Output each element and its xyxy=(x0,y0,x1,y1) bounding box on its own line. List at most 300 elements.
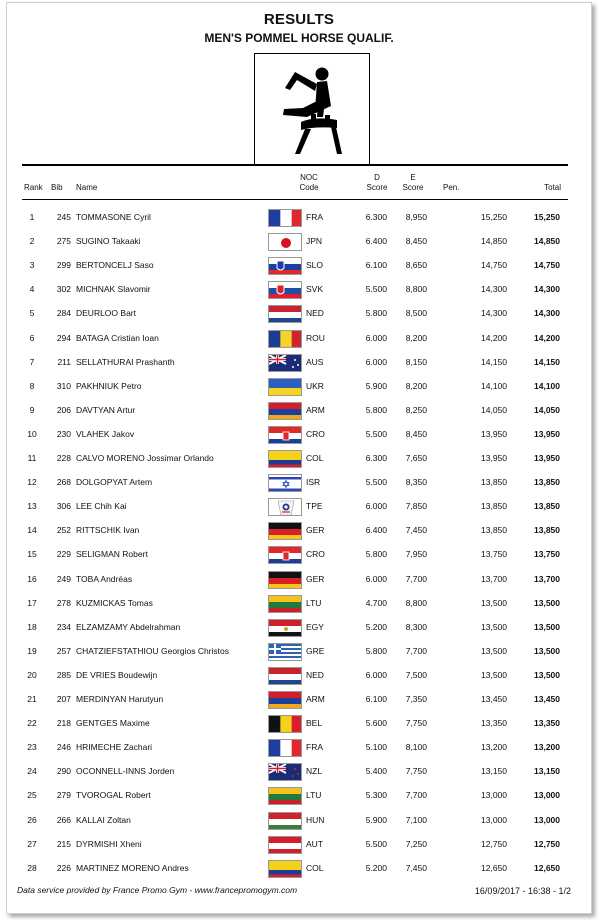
noc-code: LTU xyxy=(306,597,322,608)
total-score: 14,300 xyxy=(534,284,560,295)
total-score: 13,850 xyxy=(534,501,560,512)
rank-cell: 24 xyxy=(27,766,37,777)
athlete-name: VLAHEK Jakov xyxy=(76,428,135,439)
bib-cell: 218 xyxy=(56,718,71,729)
flag-icon xyxy=(268,498,302,516)
total-score: 14,050 xyxy=(534,404,560,415)
noc-code: ROU xyxy=(306,332,325,343)
e-score: 8,350 xyxy=(405,477,427,488)
total-score: 14,750 xyxy=(534,260,560,271)
e-score: 8,800 xyxy=(405,284,427,295)
subtotal: 13,000 xyxy=(481,814,507,825)
bib-cell: 234 xyxy=(56,621,71,632)
total-score: 14,100 xyxy=(534,380,560,391)
rank-cell: 18 xyxy=(27,621,37,632)
rank-cell: 7 xyxy=(29,356,35,367)
table-row xyxy=(7,446,591,470)
table-row xyxy=(7,591,591,615)
flag-icon xyxy=(268,209,302,227)
table-row xyxy=(7,494,591,518)
athlete-name: DE VRIES Boudewijn xyxy=(76,669,158,680)
total-score: 15,250 xyxy=(534,212,560,222)
e-score: 7,350 xyxy=(405,694,427,704)
d-score: 6.000 xyxy=(365,573,387,584)
noc-code: AUT xyxy=(306,838,323,849)
subtotal: 13,500 xyxy=(481,597,507,608)
athlete-name: OCONNELL-INNS Jorden xyxy=(76,766,175,777)
d-score: 6.000 xyxy=(365,669,387,680)
total-score: 14,200 xyxy=(534,332,560,343)
noc-code: TPE xyxy=(306,501,323,512)
noc-code: BEL xyxy=(306,718,323,729)
subtotal: 13,850 xyxy=(481,477,507,488)
subtotal: 15,250 xyxy=(481,212,507,222)
noc-code: COL xyxy=(306,862,324,873)
rank-cell: 1 xyxy=(29,212,35,222)
e-score: 7,700 xyxy=(405,573,427,584)
noc-code: AUS xyxy=(306,356,324,367)
col-noc xyxy=(295,173,323,193)
flag-icon xyxy=(268,787,302,805)
subtotal: 14,300 xyxy=(481,308,507,319)
flag-icon xyxy=(268,330,302,348)
subtotal: 14,200 xyxy=(481,332,507,343)
rank-cell: 14 xyxy=(27,525,37,536)
page-title: RESULTS xyxy=(263,11,335,28)
bib-cell: 290 xyxy=(56,766,71,777)
bib-cell: 228 xyxy=(56,453,71,463)
flag-icon xyxy=(268,474,302,492)
subtotal: 13,950 xyxy=(481,453,507,463)
flag-icon xyxy=(268,546,302,564)
rank-cell: 23 xyxy=(27,742,37,753)
athlete-name: DOLGOPYAT Artem xyxy=(76,477,153,488)
total-score: 13,700 xyxy=(534,573,560,584)
bib-cell: 278 xyxy=(56,597,71,608)
col-d-line1: D xyxy=(374,173,380,182)
rank-cell: 19 xyxy=(27,645,37,656)
flag-icon xyxy=(268,619,302,637)
athlete-name: GENTGES Maxime xyxy=(76,718,150,729)
table-row xyxy=(7,253,591,277)
total-score: 13,000 xyxy=(534,790,560,801)
total-score: 13,500 xyxy=(534,669,560,680)
bib-cell: 252 xyxy=(56,525,71,536)
d-score: 6.300 xyxy=(365,212,387,222)
col-name: Name xyxy=(76,183,98,192)
d-score: 5.500 xyxy=(365,428,387,439)
subtotal: 13,500 xyxy=(481,621,507,632)
flag-icon xyxy=(268,812,302,830)
athlete-name: MERDINYAN Harutyun xyxy=(76,694,164,704)
table-row xyxy=(7,832,591,856)
total-score: 13,350 xyxy=(534,718,560,729)
table-row xyxy=(7,470,591,494)
total-score: 12,650 xyxy=(534,862,560,873)
footer-credit: Data service provided by France Promo Gym - www.francepromogym.com xyxy=(17,885,298,895)
bib-cell: 299 xyxy=(56,260,71,271)
subtotal: 13,950 xyxy=(481,428,507,439)
e-score: 7,700 xyxy=(405,790,427,801)
e-score: 7,750 xyxy=(405,766,427,777)
bib-cell: 246 xyxy=(56,742,71,753)
e-score: 7,650 xyxy=(405,453,427,463)
e-score: 7,250 xyxy=(405,838,427,849)
col-noc-line1: NOC xyxy=(300,173,318,182)
flag-icon xyxy=(268,571,302,589)
noc-code: ARM xyxy=(306,694,325,704)
e-score: 7,450 xyxy=(405,862,427,873)
rank-cell: 17 xyxy=(27,597,37,608)
d-score: 6.300 xyxy=(365,453,387,463)
table-row xyxy=(7,735,591,759)
header-bottom-rule xyxy=(22,199,568,200)
table-row xyxy=(7,277,591,301)
bib-cell: 279 xyxy=(56,790,71,801)
subtotal: 13,000 xyxy=(481,790,507,801)
d-score: 5.500 xyxy=(365,477,387,488)
athlete-name: SUGINO Takaaki xyxy=(76,236,141,247)
flag-icon xyxy=(268,305,302,323)
rank-cell: 2 xyxy=(29,236,35,247)
flag-icon xyxy=(268,836,302,854)
d-score: 5.600 xyxy=(365,718,387,729)
table-row xyxy=(7,711,591,735)
table-row xyxy=(7,639,591,663)
table-row xyxy=(7,687,591,711)
bib-cell: 302 xyxy=(56,284,71,295)
table-row xyxy=(7,808,591,832)
d-score: 6.000 xyxy=(365,501,387,512)
flag-icon xyxy=(268,715,302,733)
subtotal: 13,500 xyxy=(481,645,507,656)
noc-code: NZL xyxy=(306,766,323,777)
table-row xyxy=(7,422,591,446)
subtotal: 14,850 xyxy=(481,236,507,247)
subtotal: 14,050 xyxy=(481,404,507,415)
subtotal: 13,750 xyxy=(481,549,507,560)
e-score: 8,500 xyxy=(405,308,427,319)
d-score: 6.400 xyxy=(365,525,387,536)
table-row xyxy=(7,398,591,422)
e-score: 7,950 xyxy=(405,549,427,560)
athlete-name: TOMMASONE Cyril xyxy=(76,212,151,222)
athlete-name: SELIGMAN Robert xyxy=(76,549,148,560)
subtotal: 13,200 xyxy=(481,742,507,753)
athlete-name: CALVO MORENO Jossimar Orlando xyxy=(76,453,214,463)
athlete-name: TVOROGAL Robert xyxy=(76,790,151,801)
rank-cell: 4 xyxy=(29,284,35,295)
e-score: 7,850 xyxy=(405,501,427,512)
bib-cell: 294 xyxy=(56,332,71,343)
bib-cell: 211 xyxy=(57,356,71,367)
subtotal: 12,650 xyxy=(481,862,507,873)
total-score: 13,500 xyxy=(534,597,560,608)
table-row xyxy=(7,615,591,639)
e-score: 8,800 xyxy=(405,597,427,608)
e-score: 7,750 xyxy=(405,718,427,729)
flag-icon xyxy=(268,522,302,540)
rank-cell: 6 xyxy=(29,332,35,343)
rank-cell: 13 xyxy=(27,501,37,512)
col-d-score xyxy=(361,173,393,193)
d-score: 5.800 xyxy=(365,308,387,319)
table-row xyxy=(7,374,591,398)
footer-timestamp: 16/09/2017 - 16:38 - 1/2 xyxy=(474,886,571,896)
athlete-name: MICHNAK Slavomir xyxy=(76,284,151,295)
total-score: 13,000 xyxy=(534,814,560,825)
bib-cell: 306 xyxy=(56,501,71,512)
d-score: 5.100 xyxy=(365,742,387,753)
total-score: 13,750 xyxy=(534,549,560,560)
total-score: 13,500 xyxy=(534,621,560,632)
subtotal: 14,150 xyxy=(481,356,507,367)
table-row xyxy=(7,856,591,880)
e-score: 8,450 xyxy=(405,236,427,247)
col-e-score xyxy=(397,173,429,193)
col-bib: Bib xyxy=(51,183,63,192)
flag-icon xyxy=(268,739,302,757)
subtotal: 13,150 xyxy=(481,766,507,777)
d-score: 5.400 xyxy=(365,766,387,777)
bib-cell: 230 xyxy=(56,428,71,439)
e-score: 8,200 xyxy=(405,332,427,343)
noc-code: HUN xyxy=(306,814,325,825)
col-total: Total xyxy=(544,183,561,192)
athlete-name: TOBA Andréas xyxy=(76,573,133,584)
table-row xyxy=(7,205,591,229)
noc-code: CRO xyxy=(306,428,325,439)
rank-cell: 11 xyxy=(27,453,37,463)
subtotal: 14,300 xyxy=(481,284,507,295)
d-score: 6.400 xyxy=(365,236,387,247)
subtotal: 12,750 xyxy=(481,838,507,849)
d-score: 5.800 xyxy=(365,549,387,560)
e-score: 8,100 xyxy=(405,742,427,753)
rank-cell: 5 xyxy=(29,308,35,319)
total-score: 14,850 xyxy=(534,236,560,247)
noc-code: NED xyxy=(306,669,324,680)
e-score: 7,700 xyxy=(405,645,427,656)
table-row xyxy=(7,301,591,325)
noc-code: CRO xyxy=(306,549,325,560)
noc-code: FRA xyxy=(306,742,323,753)
noc-code: FRA xyxy=(306,212,323,222)
col-e-line2: Score xyxy=(402,183,424,192)
athlete-name: DAVTYAN Artur xyxy=(76,404,136,415)
bib-cell: 206 xyxy=(56,404,71,415)
noc-code: GER xyxy=(306,573,325,584)
athlete-name: KUZMICKAS Tomas xyxy=(76,597,153,608)
flag-icon xyxy=(268,257,302,275)
d-score: 6.000 xyxy=(365,332,387,343)
noc-code: ARM xyxy=(306,404,325,415)
bib-cell: 310 xyxy=(56,380,71,391)
rank-cell: 20 xyxy=(27,669,37,680)
athlete-name: BERTONCELJ Saso xyxy=(76,260,154,271)
e-score: 7,500 xyxy=(405,669,427,680)
rank-cell: 8 xyxy=(29,380,35,391)
flag-icon xyxy=(268,426,302,444)
flag-icon xyxy=(268,691,302,709)
noc-code: JPN xyxy=(306,236,323,247)
d-score: 5.500 xyxy=(365,284,387,295)
d-score: 5.800 xyxy=(365,404,387,415)
subtotal: 14,750 xyxy=(481,260,507,271)
rank-cell: 15 xyxy=(27,549,37,560)
athlete-name: BATAGA Cristian Ioan xyxy=(76,332,159,343)
bib-cell: 245 xyxy=(56,212,71,222)
table-row xyxy=(7,663,591,687)
rank-cell: 26 xyxy=(27,814,37,825)
bib-cell: 226 xyxy=(56,862,71,873)
subtotal: 13,350 xyxy=(481,718,507,729)
bib-cell: 275 xyxy=(56,236,71,247)
total-score: 13,450 xyxy=(534,694,560,704)
bib-cell: 229 xyxy=(56,549,71,560)
bib-cell: 257 xyxy=(56,645,71,656)
athlete-name: DEURLOO Bart xyxy=(76,308,136,319)
col-rank: Rank xyxy=(24,183,43,192)
total-score: 13,850 xyxy=(534,477,560,488)
noc-code: EGY xyxy=(306,621,324,632)
d-score: 5.900 xyxy=(365,380,387,391)
rank-cell: 25 xyxy=(27,790,37,801)
subtotal: 13,500 xyxy=(481,669,507,680)
flag-icon xyxy=(268,860,302,878)
e-score: 8,250 xyxy=(405,404,427,415)
table-row xyxy=(7,518,591,542)
pommel-horse-pictogram xyxy=(254,53,370,166)
flag-icon xyxy=(268,763,302,781)
bib-cell: 249 xyxy=(56,573,71,584)
col-noc-line2: Code xyxy=(299,183,319,192)
bib-cell: 266 xyxy=(56,814,71,825)
athlete-name: ELZAMZAMY Abdelrahman xyxy=(76,621,181,632)
total-score: 13,150 xyxy=(534,766,560,777)
d-score: 5.500 xyxy=(365,838,387,849)
flag-icon xyxy=(268,233,302,251)
athlete-name: KALLAI Zoltan xyxy=(76,814,131,825)
athlete-name: DYRMISHI Xheni xyxy=(76,838,142,849)
d-score: 5.200 xyxy=(365,621,387,632)
noc-code: GER xyxy=(306,525,325,536)
rank-cell: 9 xyxy=(29,404,35,415)
noc-code: UKR xyxy=(306,380,324,391)
subtotal: 13,850 xyxy=(481,525,507,536)
flag-icon xyxy=(268,281,302,299)
subtotal: 13,700 xyxy=(481,573,507,584)
total-score: 13,850 xyxy=(534,525,560,536)
e-score: 8,150 xyxy=(405,356,427,367)
subtotal: 13,450 xyxy=(481,694,507,704)
rank-cell: 12 xyxy=(27,477,37,488)
flag-icon xyxy=(268,354,302,372)
flag-icon xyxy=(268,595,302,613)
flag-icon xyxy=(268,667,302,685)
bib-cell: 215 xyxy=(56,838,71,849)
total-score: 13,950 xyxy=(534,453,560,463)
table-row xyxy=(7,229,591,253)
subtotal: 14,100 xyxy=(481,380,507,391)
table-row xyxy=(7,567,591,591)
rank-cell: 21 xyxy=(27,694,37,704)
flag-icon xyxy=(268,643,302,661)
e-score: 8,650 xyxy=(405,260,427,271)
d-score: 5.900 xyxy=(365,814,387,825)
event-subtitle: MEN'S POMMEL HORSE QUALIF. xyxy=(204,31,394,45)
athlete-name: PAKHNIUK Petro xyxy=(76,380,142,391)
gymnast-icon xyxy=(255,54,369,165)
noc-code: COL xyxy=(306,453,324,463)
flag-icon xyxy=(268,450,302,468)
d-score: 5.300 xyxy=(365,790,387,801)
noc-code: SVK xyxy=(306,284,324,295)
d-score: 5.800 xyxy=(365,645,387,656)
rank-cell: 3 xyxy=(29,260,35,271)
rank-cell: 10 xyxy=(27,428,37,439)
e-score: 7,450 xyxy=(405,525,427,536)
d-score: 5.200 xyxy=(365,862,387,873)
d-score: 6.000 xyxy=(365,356,387,367)
table-row xyxy=(7,542,591,566)
e-score: 8,300 xyxy=(405,621,427,632)
rank-cell: 27 xyxy=(27,838,37,849)
bib-cell: 207 xyxy=(56,694,71,704)
total-score: 13,500 xyxy=(534,645,560,656)
noc-code: LTU xyxy=(306,790,322,801)
col-e-line1: E xyxy=(410,173,416,182)
bib-cell: 268 xyxy=(56,477,71,488)
col-d-line2: Score xyxy=(366,183,388,192)
total-score: 14,300 xyxy=(534,308,560,319)
rank-cell: 28 xyxy=(27,862,37,873)
noc-code: SLO xyxy=(306,260,324,271)
noc-code: NED xyxy=(306,308,324,319)
table-row xyxy=(7,350,591,374)
athlete-name: RITTSCHIK Ivan xyxy=(76,525,140,536)
athlete-name: LEE Chih Kai xyxy=(76,501,127,512)
d-score: 4.700 xyxy=(365,597,387,608)
bib-cell: 284 xyxy=(56,308,71,319)
d-score: 6.100 xyxy=(365,694,387,704)
athlete-name: CHATZIEFSTATHIOU Georgios Christos xyxy=(76,645,230,656)
total-score: 13,200 xyxy=(534,742,560,753)
total-score: 13,950 xyxy=(534,428,560,439)
results-sheet xyxy=(6,2,592,914)
total-score: 12,750 xyxy=(534,838,560,849)
athlete-name: SELLATHURAI Prashanth xyxy=(76,356,175,367)
header-rule xyxy=(22,164,568,166)
total-score: 14,150 xyxy=(534,356,560,367)
subtotal: 13,850 xyxy=(481,501,507,512)
table-row xyxy=(7,326,591,350)
athlete-name: HRIMECHE Zachari xyxy=(76,742,153,753)
table-row xyxy=(7,783,591,807)
rank-cell: 22 xyxy=(27,718,37,729)
col-pen: Pen. xyxy=(443,183,460,192)
flag-icon xyxy=(268,402,302,420)
rank-cell: 16 xyxy=(27,573,37,584)
noc-code: GRE xyxy=(306,645,325,656)
e-score: 8,200 xyxy=(405,380,427,391)
bib-cell: 285 xyxy=(56,669,71,680)
e-score: 8,950 xyxy=(405,212,427,222)
e-score: 8,450 xyxy=(405,428,427,439)
d-score: 6.100 xyxy=(365,260,387,271)
e-score: 7,100 xyxy=(405,814,427,825)
table-row xyxy=(7,759,591,783)
